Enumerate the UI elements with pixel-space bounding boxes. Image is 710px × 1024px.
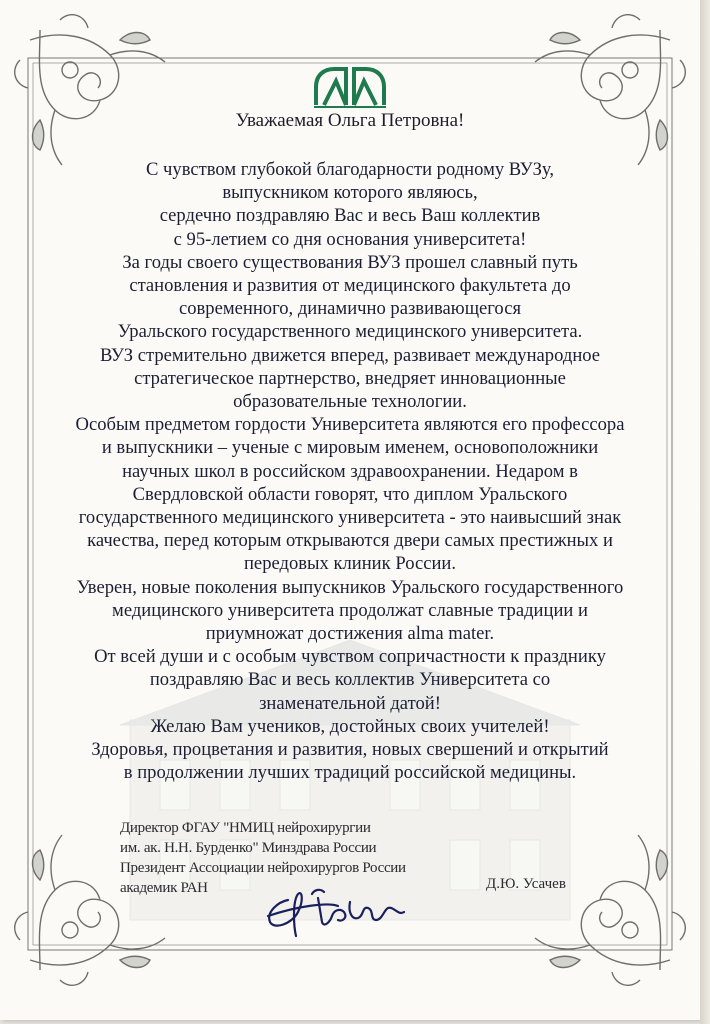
body-line: современного, динамично развивающегося (178, 298, 522, 320)
body-line: поздравляю Вас и весь коллектив Университета со (149, 669, 551, 691)
ornament-corner-icon (15, 15, 165, 165)
body-line: От всей души и с особым чувством сопричастности к празднику (94, 646, 606, 668)
signer-title-line: академик РАН (120, 880, 208, 896)
body-line: с 95-летием со дня основания университета! (173, 228, 527, 250)
body-line: медицинского университета продолжат славные традиции и (112, 599, 588, 621)
body-line: Желаю Вам учеников, достойных своих учителей! (150, 715, 550, 737)
university-logo-icon (312, 63, 388, 109)
signer-name: Д.Ю. Усачев (486, 876, 566, 892)
body-line: знаменательной датой! (259, 692, 441, 714)
body-line: С чувством глубокой благодарности родному ВУЗу, (146, 159, 554, 180)
body-line: стратегическое партнерство, внедряет инновационные (134, 367, 566, 389)
body-line: в продолжении лучших традиций российской медицины. (123, 762, 577, 784)
body-line: образовательные технологии. (233, 391, 467, 413)
body-line: становления и развития от медицинского факультета до (129, 275, 571, 297)
body-line: Уральского государственного медицинского университета. (117, 321, 583, 343)
signer-title-line: им. ак. Н.Н. Бурденко" Минздрава России (120, 840, 377, 856)
body-line: качества, перед которым открываются двери самых престижных и (87, 530, 613, 552)
greeting: Уважаемая Ольга Петровна! (235, 110, 465, 131)
body-line: государственного медицинского университета - это наивысший знак (78, 507, 622, 529)
signer-title-line: Президент Ассоциации нейрохирургов России (120, 860, 406, 876)
body-line: Уверен, новые поколения выпускников Уральского государственного (76, 576, 624, 598)
body-line: За годы своего существования ВУЗ прошел славный путь (122, 251, 578, 273)
body-line: и выпускники – ученые с мировым именем, основоположники (101, 437, 599, 459)
paper-edge (700, 0, 710, 1024)
handwritten-signature (258, 872, 428, 942)
body-line: Особым предметом гордости Университета являются его профессора (75, 414, 625, 436)
body-line: передовых клиник России. (243, 553, 457, 575)
signer-title-line: Директор ФГАУ "НМИЦ нейрохирургии (120, 820, 371, 836)
body-line: выпускником которого являюсь, (222, 182, 478, 204)
body-line: Свердловской области говорят, что диплом Уральского (132, 483, 568, 505)
body-line: научных школ в российском здравоохранении. Недаром в (122, 460, 578, 482)
letter-body (20, 158, 680, 784)
body-line: ВУЗ стремительно движется вперед, развивает международное (99, 344, 601, 366)
body-line: Здоровья, процветания и развития, новых свершений и открытий (91, 739, 609, 761)
body-line: сердечно поздравляю Вас и весь Ваш коллектив (159, 205, 541, 227)
body-line: приумножат достижения alma mater. (205, 623, 495, 645)
